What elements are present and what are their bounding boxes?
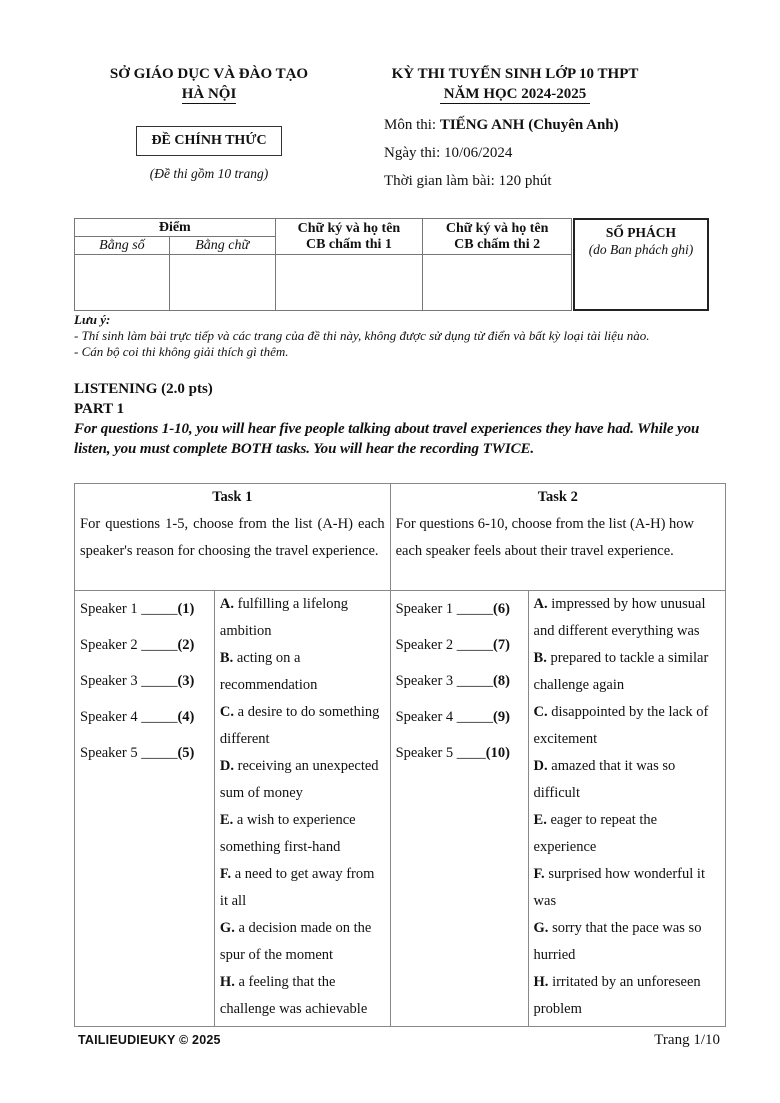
department-name: SỞ GIÁO DỤC VÀ ĐÀO TẠO [109,66,309,82]
speaker-answer-5[interactable]: Speaker 5 _____(5) [80,745,195,761]
option-item: B. acting on a recommendation [219,650,318,693]
speaker-answer-1[interactable]: Speaker 1 _____(1) [80,601,195,617]
task2-title: Task 2 [537,489,578,505]
page-number: Trang 1/10 [654,1032,720,1048]
option-item: H. irritated by an unforeseen problem [533,974,701,1017]
score-number-header: Bằng số [75,237,170,255]
task1-speakers [75,591,215,1027]
score-words-field[interactable] [169,255,275,311]
score-header: Điểm [75,219,276,237]
task2-header [390,484,725,591]
section-title: LISTENING (2.0 pts) [74,381,213,397]
exam-header [370,64,660,104]
option-item: E. eager to repeat the experience [533,812,658,855]
listening-section [74,379,734,459]
option-item: G. a decision made on the spur of the moment [219,920,372,963]
speaker-answer-2[interactable]: Speaker 2 _____(2) [80,637,195,653]
option-item: H. a feeling that the challenge was achievable [219,974,368,1017]
option-item: F. surprised how wonderful it was [533,866,705,909]
score-words-header: Bằng chữ [169,237,275,255]
sophach-title: SỐ PHÁCH [605,225,677,240]
option-item: D. amazed that it was so difficult [533,758,676,801]
grader2-line1: Chữ ký và họ tên [445,220,549,236]
part-title: PART 1 [74,401,125,417]
speaker-answer-9[interactable]: Speaker 4 _____(9) [395,709,510,725]
grader2-signature-field[interactable] [423,255,572,311]
note-item: - Cán bộ coi thi không giải thích gì thêm. [74,344,289,359]
sophach-note: (do Ban phách ghi) [588,242,694,257]
page-count-note: (Đề thi gồm 10 trang) [149,166,269,181]
grader1-header [275,219,423,255]
task1-title: Task 1 [212,489,253,505]
subject-value: TIẾNG ANH (Chuyên Anh) [439,117,619,133]
option-item: F. a need to get away from it all [219,866,375,909]
score-table [74,218,572,311]
note-item: - Thí sinh làm bài trực tiếp và các trang của đề thi này, không được sử dụng từ điển và bất kỳ loại tài liệu nào. [74,328,650,343]
task2-options [528,591,725,1027]
option-item: E. a wish to experience something first-hand [219,812,356,855]
speaker-answer-3[interactable]: Speaker 3 _____(3) [80,673,195,689]
score-number-field[interactable] [75,255,170,311]
duration-label: Thời gian làm bài: [384,173,499,189]
department-header [78,64,340,104]
task1-description: For questions 1-5, choose from the list (A-H) each speaker's reason for choosing the travel experience. [80,516,385,559]
option-item: C. a desire to do something different [219,704,380,747]
date-value: 10/06/2024 [444,145,513,161]
duration-line [384,173,552,190]
date-label: Ngày thi: [384,145,444,161]
speaker-answer-4[interactable]: Speaker 4 _____(4) [80,709,195,725]
speaker-answer-7[interactable]: Speaker 2 _____(7) [395,637,510,653]
grader1-line2: CB chấm thi 1 [305,236,392,252]
duration-value: 120 phút [498,173,552,189]
subject-line [384,117,619,134]
sophach-box [573,218,709,311]
option-item: C. disappointed by the lack of excitement [533,704,709,747]
option-item: B. prepared to tackle a similar challenge again [533,650,709,693]
grader1-line1: Chữ ký và họ tên [297,220,401,236]
official-exam-badge [136,126,282,156]
official-label: ĐỀ CHÍNH THỨC [151,133,267,148]
task2-speakers [390,591,528,1027]
subject-label: Môn thi: [384,117,440,133]
speaker-answer-6[interactable]: Speaker 1 _____(6) [395,601,510,617]
part-instructions: For questions 1-10, you will hear five people talking about travel experiences they have had. While you listen, you must complete BOTH tasks. You will hear the recording TWICE. [74,421,700,457]
notes-section [74,312,734,360]
task1-header [75,484,391,591]
notes-title: Lưu ý: [74,312,111,327]
speaker-answer-8[interactable]: Speaker 3 _____(8) [395,673,510,689]
grader1-signature-field[interactable] [275,255,423,311]
option-item: G. sorry that the pace was so hurried [533,920,702,963]
date-line [384,145,512,162]
option-item: A. impressed by how unusual and different everything was [533,596,706,639]
task-table [74,483,726,1027]
task1-options [214,591,390,1027]
department-city: HÀ NỘI [181,86,237,102]
task2-description: For questions 6-10, choose from the list (A-H) how each speaker feels about their travel experience. [395,516,695,559]
option-item: A. fulfilling a lifelong ambition [219,596,348,639]
school-year: NĂM HỌC 2024-2025 [440,86,591,104]
grader2-line2: CB chấm thi 2 [454,236,541,252]
grader2-header [423,219,572,255]
speaker-answer-10[interactable]: Speaker 5 ____(10) [395,745,510,761]
option-item: D. receiving an unexpected sum of money [219,758,379,801]
footer-watermark: TAILIEUDIEUKY © 2025 [78,1033,221,1047]
exam-title: KỲ THI TUYỂN SINH LỚP 10 THPT [391,66,639,82]
